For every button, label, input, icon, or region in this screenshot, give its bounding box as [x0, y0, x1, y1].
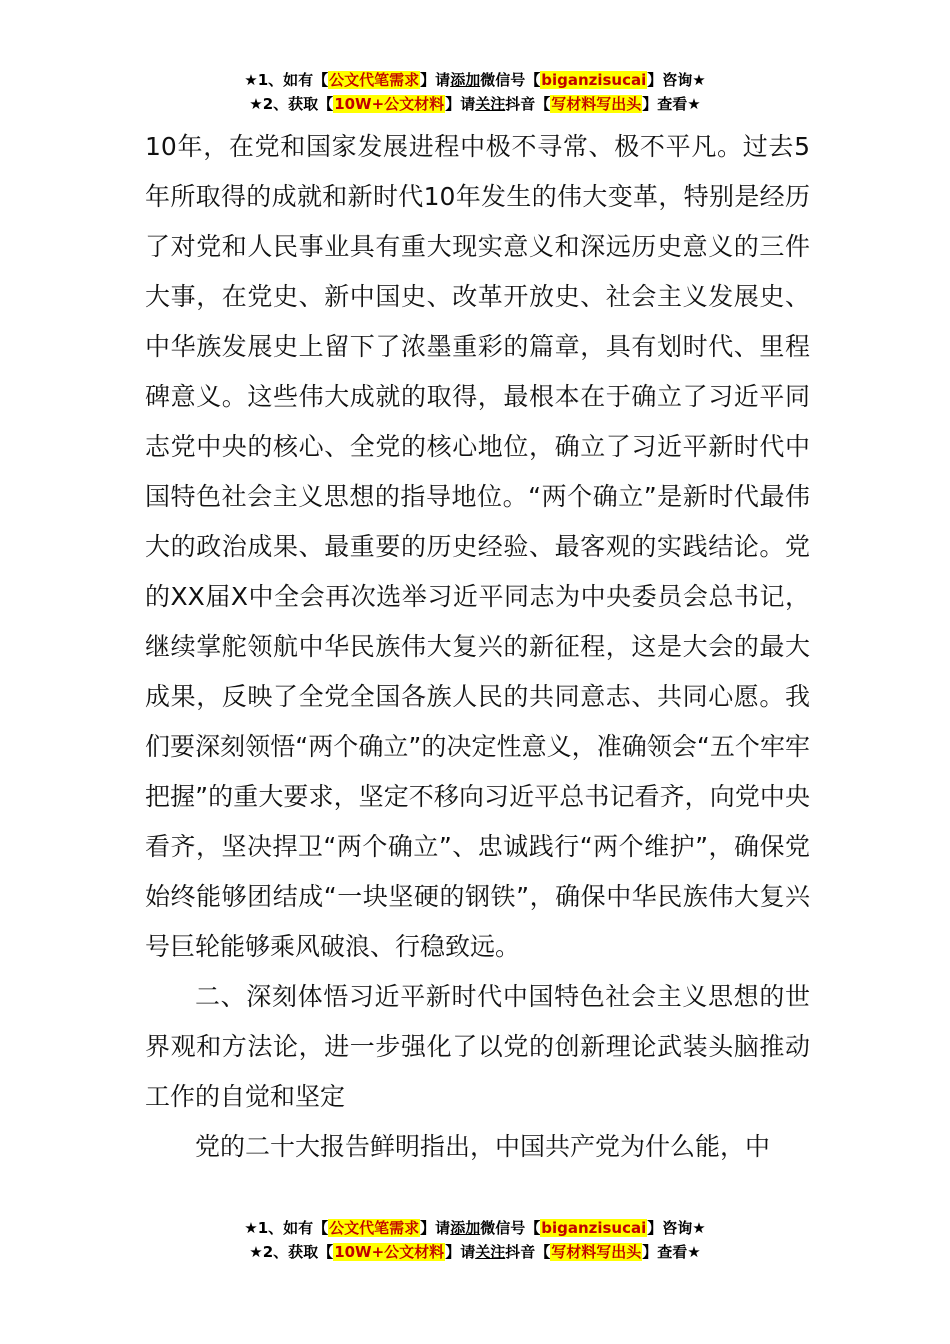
header-promo-banner — [0, 68, 950, 116]
highlight-ghost-writing: 公文代笔需求 — [329, 1219, 420, 1237]
promo-line-1: ★1、如有【公文代笔需求】请添加微信号【biganzisucai】咨询★ — [244, 1219, 706, 1237]
highlight-materials: 10W+公文材料 — [334, 1243, 445, 1261]
body-paragraph: 党的二十大报告鲜明指出，中国共产党为什么能，中 — [195, 1132, 771, 1161]
highlight-douyin-account: 写材料写出头 — [551, 1243, 642, 1261]
section-heading: 二、深刻体悟习近平新时代中国特色社会主义思想的世界观和方法论，进一步强化了以党的创新理论武装头脑推动工作的自觉和坚定 — [145, 982, 810, 1111]
highlight-wechat-id: biganzisucai — [541, 71, 647, 89]
highlight-materials: 10W+公文材料 — [334, 95, 445, 113]
promo-line-1: ★1、如有【公文代笔需求】请添加微信号【biganzisucai】咨询★ — [244, 71, 706, 89]
highlight-ghost-writing: 公文代笔需求 — [329, 71, 420, 89]
promo-line-2: ★2、获取【10W+公文材料】请关注抖音【写材料写出头】查看★ — [249, 1243, 701, 1261]
document-body — [145, 122, 810, 1172]
footer-promo-banner — [0, 1216, 950, 1264]
highlight-douyin-account: 写材料写出头 — [551, 95, 642, 113]
promo-line-2: ★2、获取【10W+公文材料】请关注抖音【写材料写出头】查看★ — [249, 95, 701, 113]
body-paragraph: 10年，在党和国家发展进程中极不寻常、极不平凡。过去5年所取得的成就和新时代10年发生的伟大变革，特别是经历了对党和人民事业具有重大现实意义和深远历史意义的三件大事，在党史、新中国史、改革开放史、社会主义发展史、中华族发展史上留下了浓墨重彩的篇章，具有划时代、里程碑意义。这些伟大成就的取得，最根本在于确立了习近平同志党中央的核心、全党的核心地位，确立了习近平新时代中国特色社会主义思想的指导地位。“两个确立”是新时代最伟大的政治成果、最重要的历史经验、最客观的实践结论。党的XX届X中全会再次选举习近平同志为中央委员会总书记，继续掌舵领航中华民族伟大复兴的新征程，这是大会的最大成果，反映了全党全国各族人民的共同意志、共同心愿。我们要深刻领悟“两个确立”的决定性意义，准确领会“五个牢牢把握”的重大要求，坚定不移向习近平总书记看齐，向党中央看齐，坚决捍卫“两个确立”、忠诚践行“两个维护”，确保党始终能够团结成“一块坚硬的钢铁”，确保中华民族伟大复兴号巨轮能够乘风破浪、行稳致远。 — [145, 132, 810, 961]
highlight-wechat-id: biganzisucai — [541, 1219, 647, 1237]
